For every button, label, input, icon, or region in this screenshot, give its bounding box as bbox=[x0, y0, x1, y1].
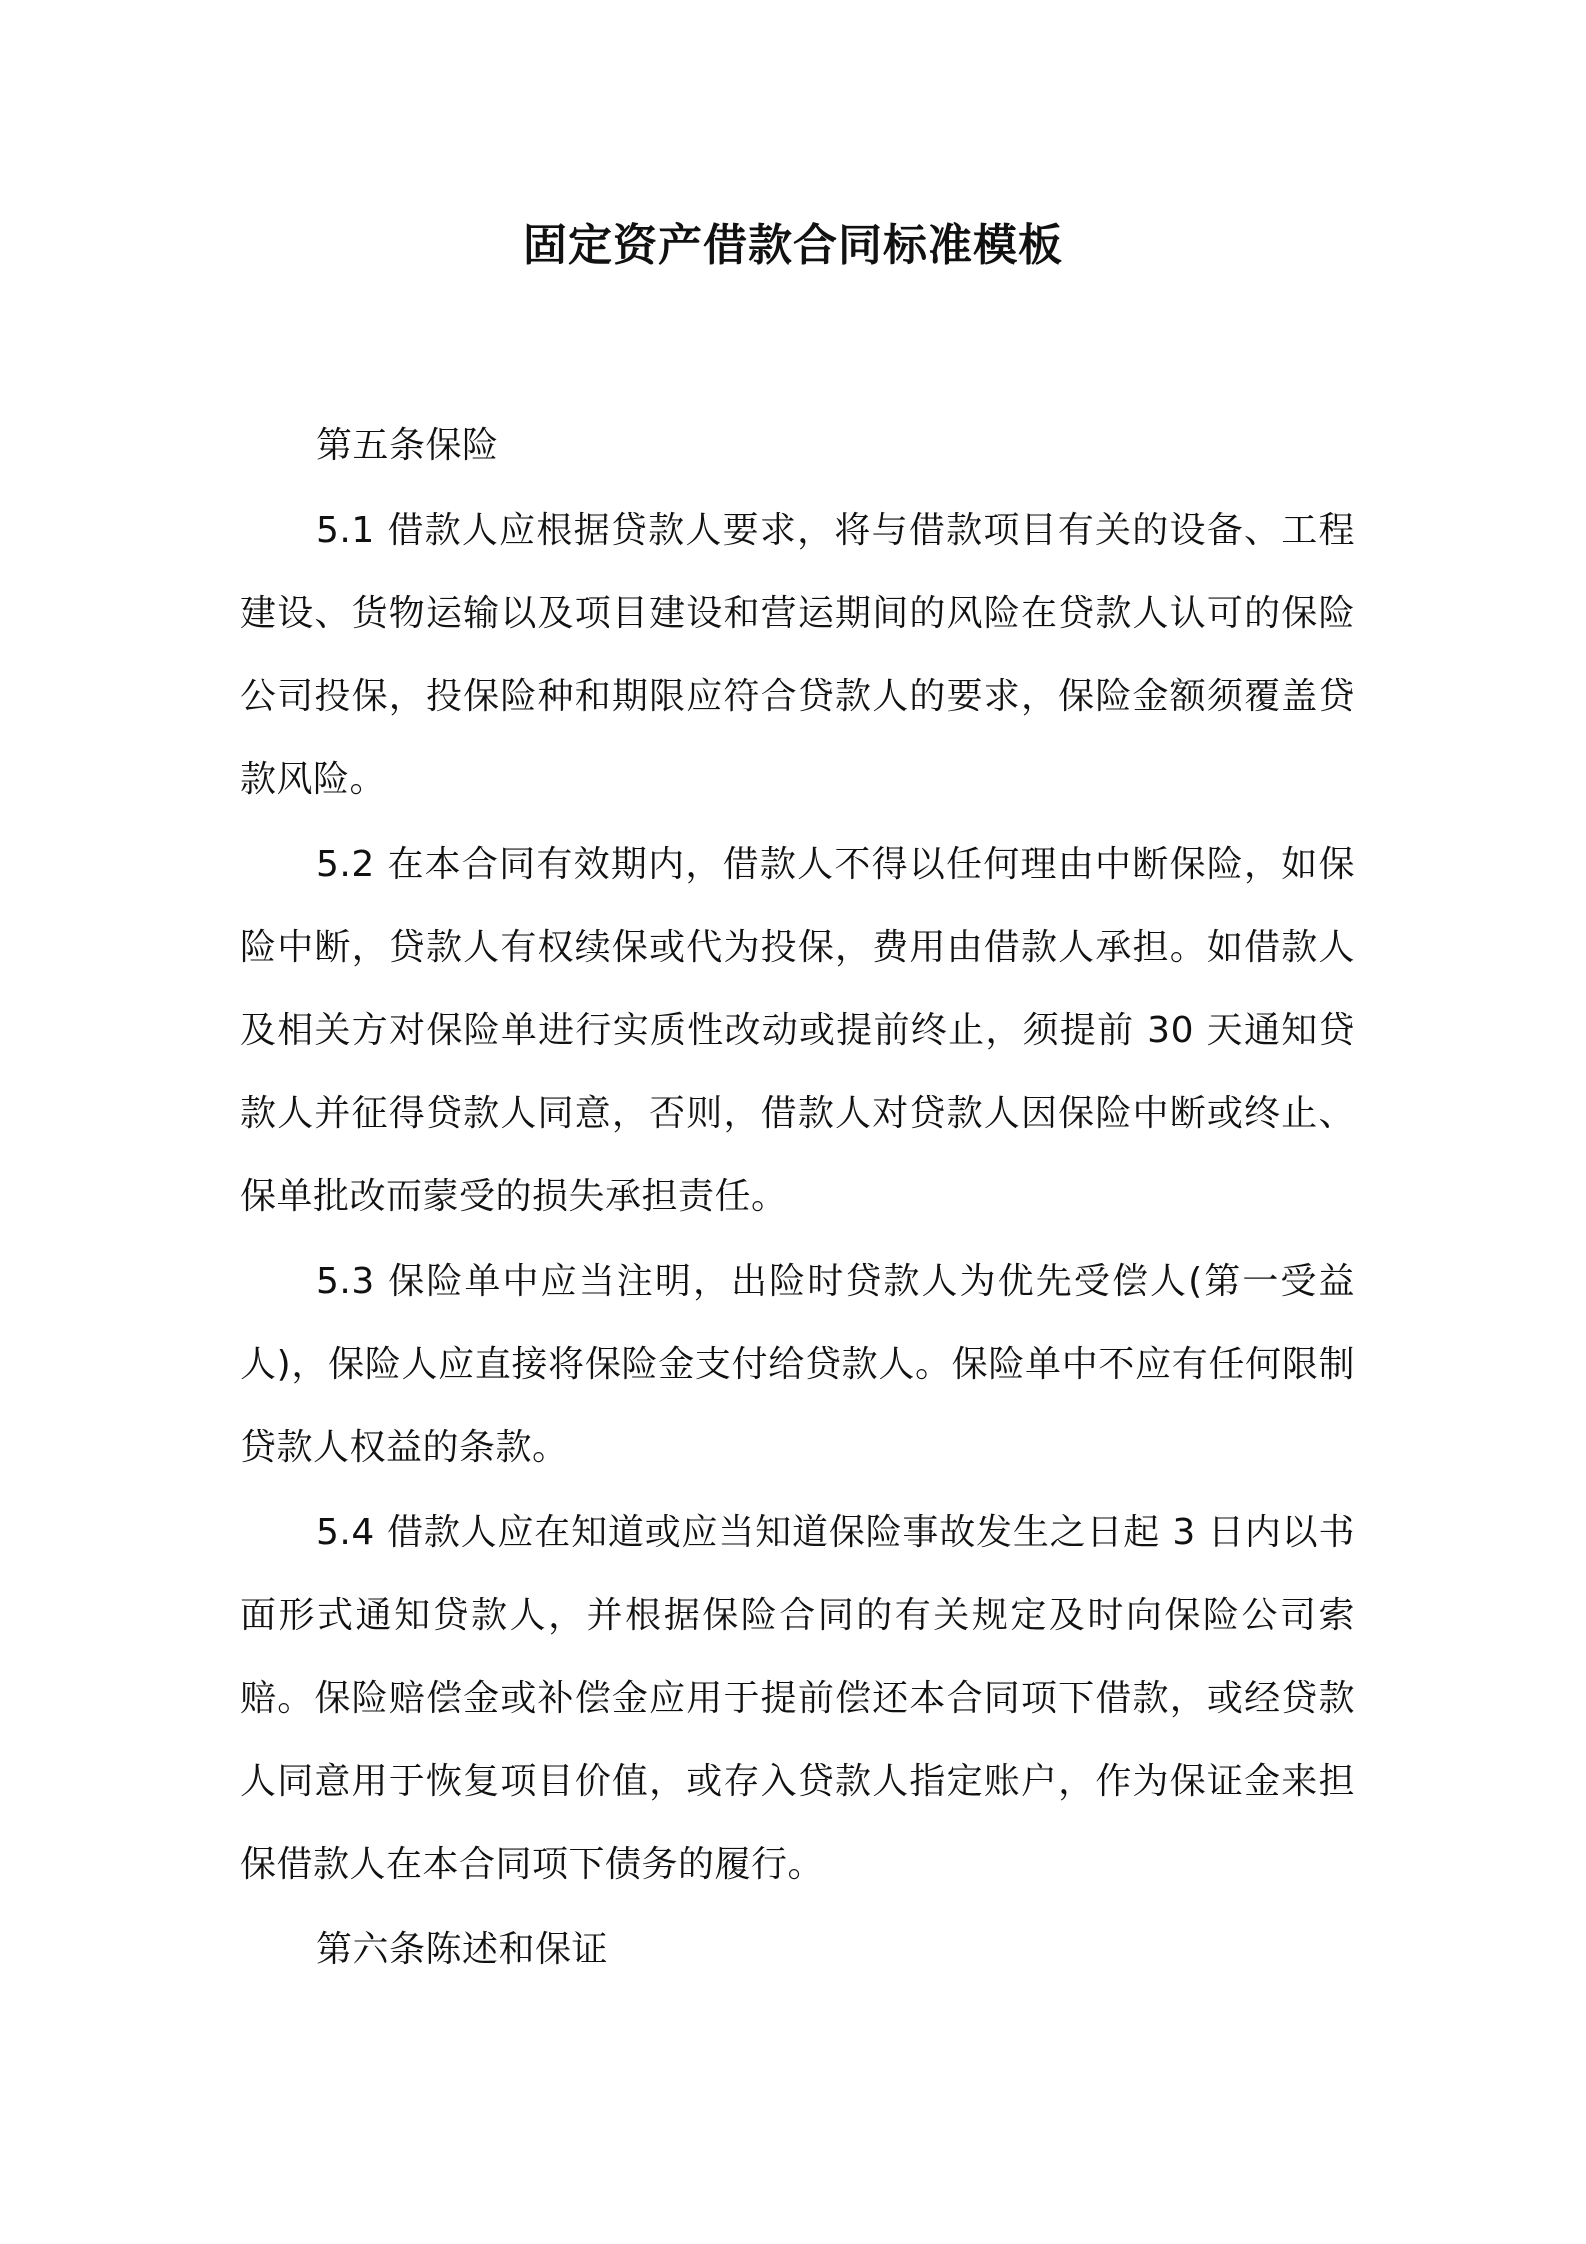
document-title: 固定资产借款合同标准模板 bbox=[523, 220, 1063, 271]
clause-5-2: 5.2 在本合同有效期内，借款人不得以任何理由中断保险，如保险中断，贷款人有权续保或代为投保，费用由借款人承担。如借款人及相关方对保险单进行实质性改动或提前终止，须提前 30 天通知贷款人并征得贷款人同意，否则，借款人对贷款人因保险中断或终止、保单批改而蒙受的损失承担责任。 bbox=[240, 844, 1355, 1217]
section-heading-article-5: 第五条保险 bbox=[316, 425, 499, 466]
clause-5-1: 5.1 借款人应根据贷款人要求，将与借款项目有关的设备、工程建设、货物运输以及项目建设和营运期间的风险在贷款人认可的保险公司投保，投保险种和期限应符合贷款人的要求，保险金额须覆盖贷款风险。 bbox=[240, 510, 1355, 800]
clause-5-3: 5.3 保险单中应当注明，出险时贷款人为优先受偿人(第一受益人)，保险人应直接将保险金支付给贷款人。保险单中不应有任何限制贷款人权益的条款。 bbox=[240, 1261, 1355, 1468]
document-body bbox=[240, 404, 1355, 1993]
section-heading-article-6: 第六条陈述和保证 bbox=[316, 1929, 609, 1970]
clause-5-4: 5.4 借款人应在知道或应当知道保险事故发生之日起 3 日内以书面形式通知贷款人，并根据保险合同的有关规定及时向保险公司索赔。保险赔偿金或补偿金应用于提前偿还本合同项下借款，或经贷款人同意用于恢复项目价值，或存入贷款人指定账户，作为保证金来担保借款人在本合同项下债务的履行。 bbox=[240, 1512, 1355, 1885]
